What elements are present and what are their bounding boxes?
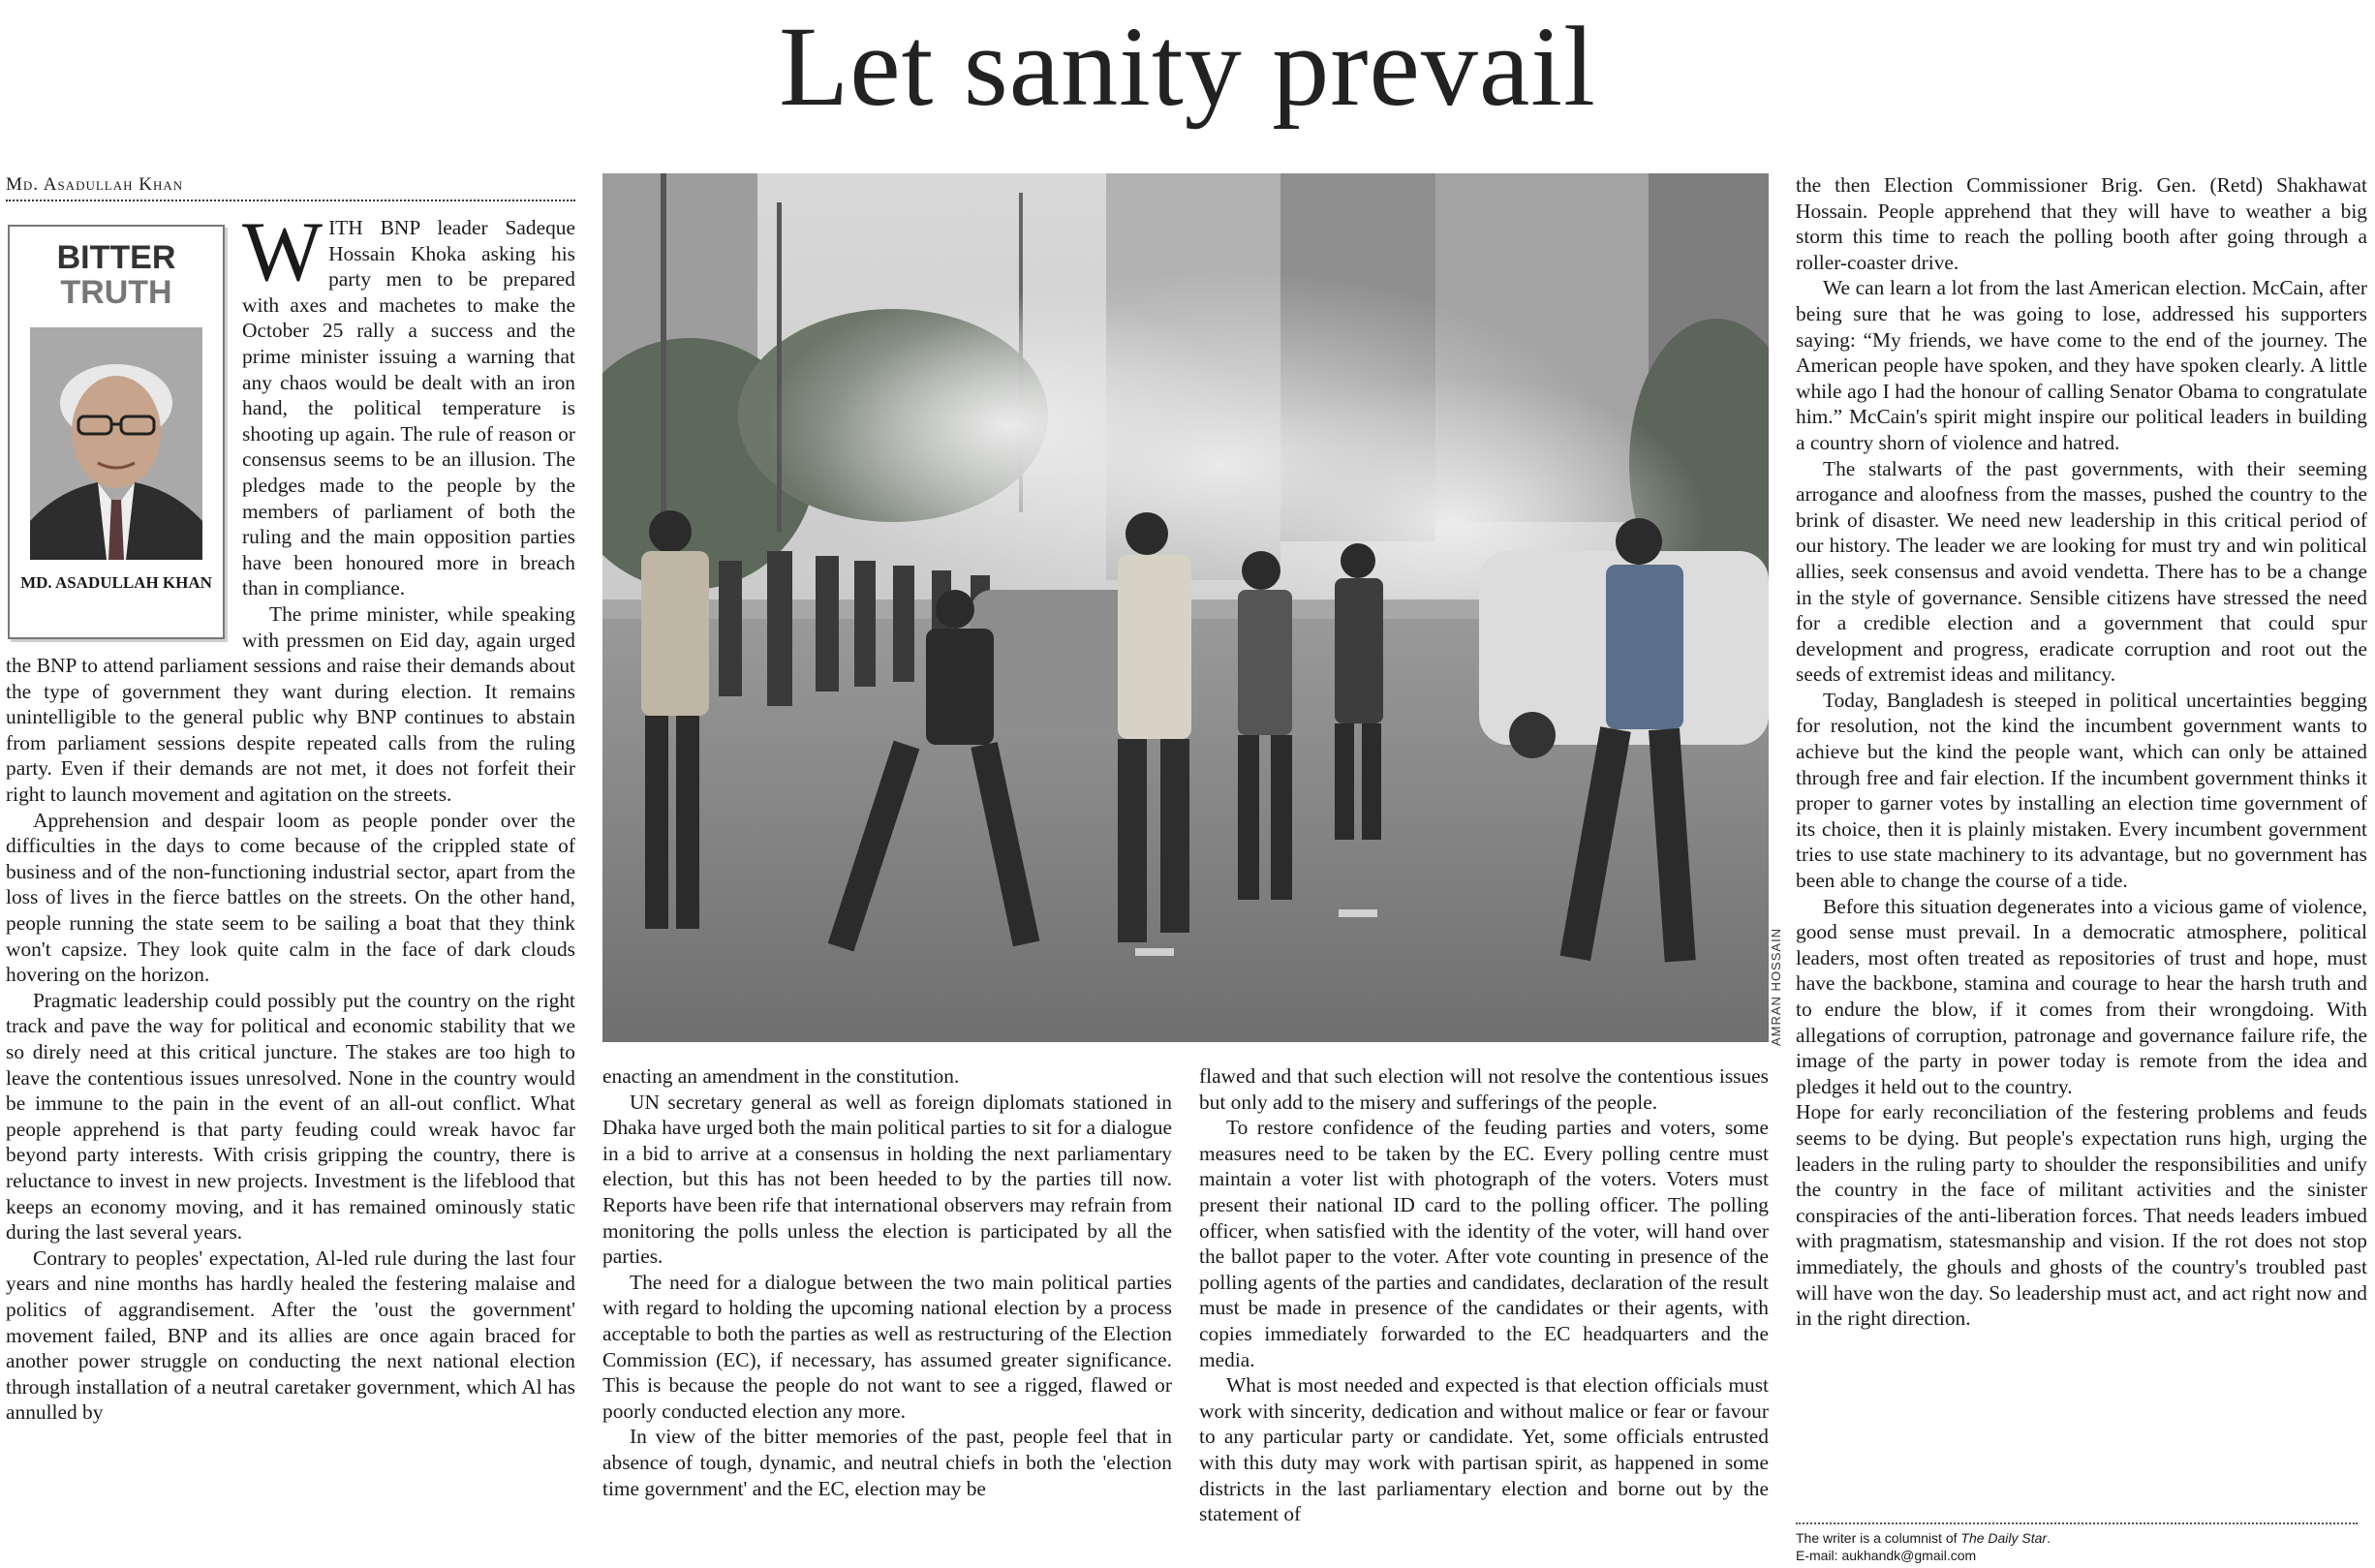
paragraph: flawed and that such election will not resolve the contentious issues but only add to the misery and sufferings of the people.	[1199, 1064, 1769, 1114]
column-3	[1199, 1063, 1769, 1527]
column-4	[1796, 172, 2367, 1332]
paragraph: The stalwarts of the past governments, with their seeming arrogance and aloofness from the masses, pushed the country to the brink of disaster. We need new leadership in this critical period of our history. The leader we are looking for must try and win political allies, seek consensus and avoid vendetta. There has to be a change in the style of governance. Sensible citizens have stressed the need for a credible election and a government that could spur development and progress, eradicate corruption and root out the seeds of extremist ideas and militancy.	[1796, 456, 2367, 687]
paragraph: UN secretary general as well as foreign diplomats stationed in Dhaka have urged both the main political parties to sit for a dialogue in a bid to arrive at a consensus in holding the next parliamentary election, but this has not been heeded to by the parties till now. Reports have been rife that international observers may refrain from monitoring the polls unless the election is participated by all the parties.	[602, 1090, 1172, 1269]
footnote-email: E-mail: aukhandk@gmail.com	[1796, 1548, 1977, 1563]
paragraph: The need for a dialogue between the two main political parties with regard to holding the upcoming national election by a process acceptable to both the parties as well as restructuring of the Election Commission (EC), if necessary, has assumed greater significance. This is because the people do not want to see a rigged, flawed or poorly conducted election any more.	[602, 1270, 1172, 1423]
byline: Md. Asadullah Khan	[6, 174, 575, 201]
column-label-line1: BITTER	[56, 239, 176, 276]
lead-text: ITH BNP leader Sadeque Hossain Khoka asking his party men to be prepared with axes and machetes to make the October 25 rally a success and the prime minister issuing a warning that any chaos would be dealt with an iron hand, the political temperature is shooting up again. The rule of reason or consensus seems to be an illusion. The pledges made to the people by the members of parliament of both the ruling and the main opposition parties have been honoured more in breach than in compliance.	[242, 216, 575, 600]
footnote-prefix: The writer is a columnist of	[1796, 1530, 1958, 1546]
paragraph: In view of the bitter memories of the past, people feel that in absence of tough, dynamic, and neutral chiefs in both the 'election time government' and the EC, election may be	[602, 1425, 1172, 1500]
photo-credit: AMRAN HOSSAIN	[1769, 927, 1783, 1046]
column-1	[6, 205, 575, 1426]
paragraph: The prime minister, while speaking with pressmen on Eid day, again urged the BNP to attend parliament sessions and raise their demands about the type of government they want during election. It remains unintelligible to the general public why BNP continues to abstain from parliament sessions despite repeated calls from the ruling party. Even if their demands are not met, it does not forfeit their right to launch movement and agitation on the streets.	[6, 601, 575, 807]
paragraph: Apprehension and despair loom as people ponder over the difficulties in the days to come because of the crippled state of business and of the non-functioning industrial sector, apart from the loss of lives in the fierce battles on the streets. On the other hand, people running the state seem to be sailing a boat that they think won't capsize. They look quite calm in the face of dark clouds hovering on the horizon.	[6, 808, 575, 987]
paragraph: Hope for early reconciliation of the festering problems and feuds seems to be dying. But people's expectation runs high, urging the leaders in the ruling party to shoulder the responsibilities and unify the country in the face of militant activities and the sinister conspiracies of the anti-liberation forces. That needs leaders imbued with pragmatism, statesmanship and vision. If the rot does not stop immediately, the ghouls and ghosts of the country's troubled past will have won the day. So leadership must act, and act right now and in the right direction.	[1796, 1100, 2367, 1331]
paragraph: the then Election Commissioner Brig. Gen. (Retd) Shakhawat Hossain. People apprehend that they will have to weather a big storm this time to reach the polling booth after going through a roller-coaster drive.	[1796, 173, 2367, 274]
author-footnote	[1796, 1522, 2358, 1564]
paragraph: enacting an amendment in the constitution.	[602, 1064, 960, 1088]
column-2	[602, 1063, 1172, 1501]
footnote-publication: The Daily Star	[1960, 1530, 2048, 1546]
dropcap: W	[242, 205, 324, 299]
paragraph: Contrary to peoples' expectation, Al-led rule during the last four years and nine months has hardly healed the festering malaise and politics of aggrandisement. After the 'oust the government' movement failed, BNP and its allies are once again braced for another power struggle on conducting the next national election through installation of a neutral caretaker government, which Al has annulled by	[6, 1245, 575, 1425]
news-photo	[602, 173, 1769, 1042]
paragraph: Pragmatic leadership could possibly put the country on the right track and pave the way for political and economic stability that we so direly need at this critical juncture. The stakes are too high to leave the contentious issues unresolved. None in the country would be immune to the pain in the event of an all-out conflict. What people apprehend is that party feuding could wreak havoc far beyond party interests. With crisis gripping the country, there is reluctance to invest in new projects. Investment is the lifeblood that keeps an economy moving, and it has remained ominously static during the last several years.	[6, 988, 575, 1245]
headline: Let sanity prevail	[779, 3, 1596, 130]
column-author: MD. ASADULLAH KHAN	[20, 573, 212, 592]
paragraph: To restore confidence of the feuding parties and voters, some measures need to be taken by the EC. Every polling centre must maintain a voter list with photograph of the voters. Voters must present their national ID card to the polling officer. The polling officer, when satisfied with the identity of the voter, will hand over the ballot paper to the voter. After vote counting in presence of the polling agents of the parties and candidates, declaration of the result must be made in presence of the candidates or their agents, with copies immediately forwarded to the EC headquarters and the media.	[1199, 1116, 1769, 1371]
footnote-suffix: .	[2047, 1530, 2051, 1546]
paragraph: What is most needed and expected is that election officials must work with sincerity, dedication and without malice or fear or favour to any particular party or candidate. Yet, some officials entrusted with this duty may work with partisan spirit, as happened in some districts in the last parliamentary election and borne out by the statement of	[1199, 1373, 1769, 1526]
footnote-line1	[1796, 1529, 2358, 1547]
paragraph: Before this situation degenerates into a vicious game of violence, good sense must prevail. In a democratic atmosphere, political leaders, most often treated as repositories of trust and hope, must have the backbone, stamina and courage to hear the harsh truth and to endure the blow, if it comes from their wrongdoing. With allegations of corruption, patronage and governance failure rife, the image of the party in power today is remote from the idea and pledges it held out to the country.	[1796, 894, 2367, 1098]
box-float-spacer	[6, 215, 242, 641]
paragraph: Today, Bangladesh is steeped in political uncertainties begging for resolution, not the kind the incumbent government wants to achieve but the kind the people want, which can only be attained through free and fair election. If the incumbent government thinks it proper to garner votes by installing an election time government of its choice, then it is plainly mistaken. Every incumbent government tries to use state machinery to its advantage, but no government has been able to change the course of a tide.	[1796, 688, 2367, 893]
paragraph: We can learn a lot from the last American election. McCain, after being sure that he was going to lose, addressed his supporters saying: “My friends, we have come to the end of the journey. The American people have spoken, and they have spoken clearly. A little while ago I had the honour of calling Senator Obama to congratulate him.” McCain's spirit might inspire our political leaders in building a country shorn of violence and hatred.	[1796, 276, 2367, 454]
column-label-line2: TRUTH	[60, 274, 172, 311]
